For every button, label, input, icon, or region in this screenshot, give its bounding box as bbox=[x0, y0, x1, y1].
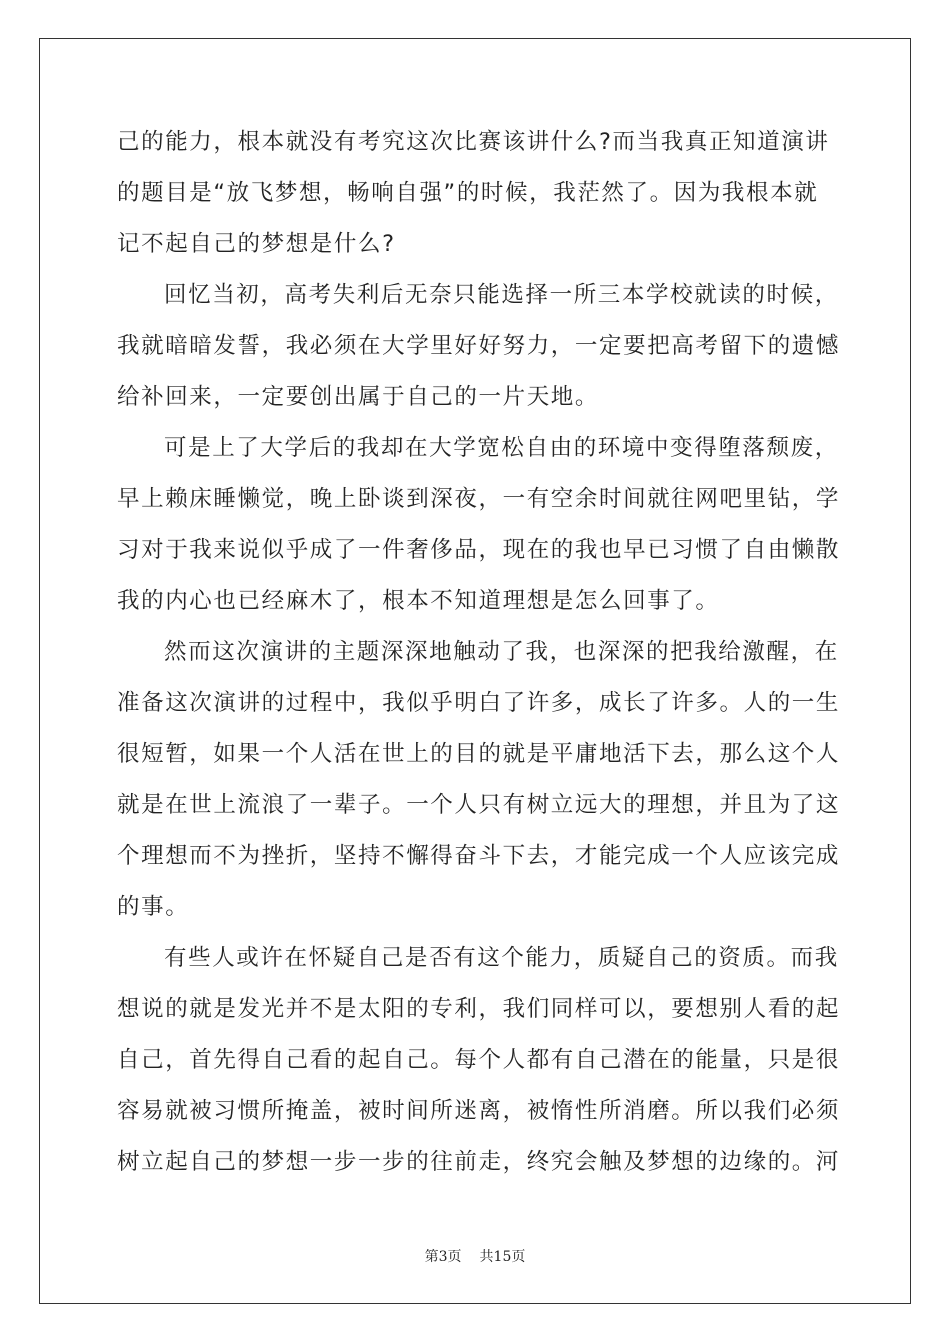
page-total: 共15页 bbox=[479, 1249, 526, 1265]
page-number: 第3页 bbox=[424, 1249, 462, 1265]
text-line: 我就暗暗发誓，我必须在大学里好好努力，一定要把高考留下的遗憾 bbox=[117, 333, 841, 359]
text-line: 的题目是“放飞梦想，畅响自强”的时候，我茫然了。因为我根本就 bbox=[117, 180, 819, 206]
text-line: 然而这次演讲的主题深深地触动了我，也深深的把我给激醒，在 bbox=[164, 639, 839, 665]
text-line: 回忆当初，高考失利后无奈只能选择一所三本学校就读的时候， bbox=[164, 282, 839, 308]
text-line: 己的能力，根本就没有考究这次比赛该讲什么?而当我真正知道演讲 bbox=[117, 129, 830, 155]
text-line: 树立起自己的梦想一步一步的往前走，终究会触及梦想的边缘的。河 bbox=[117, 1149, 841, 1175]
text-line: 的事。 bbox=[117, 894, 190, 920]
paragraph-1 bbox=[117, 117, 833, 270]
text-line: 准备这次演讲的过程中，我似乎明白了许多，成长了许多。人的一生 bbox=[117, 690, 841, 716]
text-line: 自己，首先得自己看的起自己。每个人都有自己潜在的能量，只是很 bbox=[117, 1047, 841, 1073]
text-line: 很短暂，如果一个人活在世上的目的就是平庸地活下去，那么这个人 bbox=[117, 741, 841, 767]
text-line: 习对于我来说似乎成了一件奢侈品，现在的我也早已习惯了自由懒散 bbox=[117, 537, 841, 563]
paragraph-5 bbox=[117, 933, 841, 1188]
paragraph-3 bbox=[117, 423, 841, 627]
text-line: 容易就被习惯所掩盖，被时间所迷离，被惰性所消磨。所以我们必须 bbox=[117, 1098, 841, 1124]
text-line: 我的内心也已经麻木了，根本不知道理想是怎么回事了。 bbox=[117, 588, 720, 614]
text-line: 可是上了大学后的我却在大学宽松自由的环境中变得堕落颓废， bbox=[164, 435, 839, 461]
text-line: 想说的就是发光并不是太阳的专利，我们同样可以，要想别人看的起 bbox=[117, 996, 841, 1022]
paragraph-2 bbox=[117, 270, 841, 423]
text-line: 给补回来，一定要创出属于自己的一片天地。 bbox=[117, 384, 600, 410]
page-footer bbox=[0, 1246, 950, 1266]
text-line: 有些人或许在怀疑自己是否有这个能力，质疑自己的资质。而我 bbox=[164, 945, 839, 971]
text-line: 记不起自己的梦想是什么? bbox=[117, 231, 396, 257]
text-line: 就是在世上流浪了一辈子。一个人只有树立远大的理想，并且为了这 bbox=[117, 792, 841, 818]
paragraph-4 bbox=[117, 627, 841, 933]
text-line: 早上赖床睡懒觉，晚上卧谈到深夜，一有空余时间就往网吧里钻，学 bbox=[117, 486, 841, 512]
document-body bbox=[117, 117, 841, 1188]
text-line: 个理想而不为挫折，坚持不懈得奋斗下去，才能完成一个人应该完成 bbox=[117, 843, 841, 869]
